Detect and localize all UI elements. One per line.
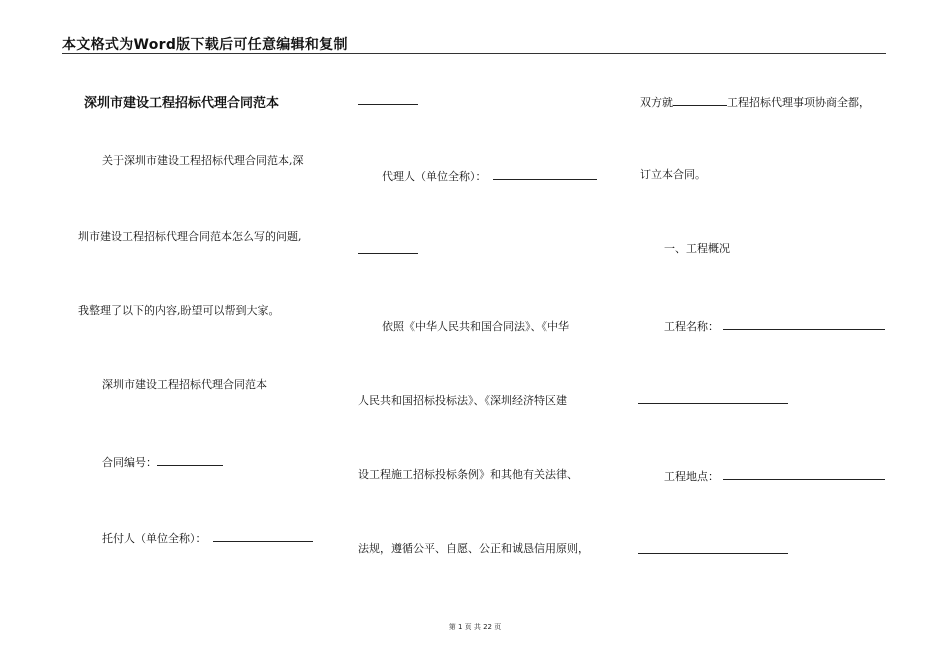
intro-line-1: 关于深圳市建设工程招标代理合同范本,深 — [102, 154, 304, 167]
parties-suffix: 工程招标代理事项协商全都， — [727, 96, 870, 109]
document-header: 本文格式为Word版下载后可任意编辑和复制 — [62, 37, 348, 53]
conclude-line: 订立本合同。 — [640, 168, 706, 181]
principal-field — [102, 530, 313, 546]
section-1-heading: 一、工程概况 — [664, 242, 730, 255]
agent-label: 代理人（单位全称）： — [382, 170, 487, 183]
intro-line-3: 我整理了以下的内容,盼望可以帮到大家。 — [78, 304, 280, 317]
project-name-label: 工程名称： — [664, 320, 719, 333]
project-location-field — [664, 468, 885, 484]
project-name-continuation-blank — [638, 403, 788, 404]
contract-number-blank — [157, 454, 223, 466]
contract-number-field — [102, 454, 223, 470]
page-number: 第 1 页 共 22 页 — [448, 623, 502, 631]
project-name-blank — [723, 318, 885, 330]
agent-continuation-blank — [358, 253, 418, 254]
project-name-field — [664, 318, 885, 334]
agent-blank — [493, 168, 597, 180]
project-location-continuation-blank — [638, 553, 788, 554]
principal-label: 托付人（单位全称）： — [102, 532, 207, 545]
document-title: 深圳市建设工程招标代理合同范本 — [84, 96, 280, 111]
parties-line — [640, 94, 870, 110]
principal-continuation-blank — [358, 104, 418, 105]
project-blank — [673, 94, 727, 106]
basis-line-3: 设工程施工招标投标条例》和其他有关法律、 — [358, 468, 578, 481]
basis-line-1: 依照《中华人民共和国合同法》、《中华 — [382, 320, 569, 333]
basis-line-2: 人民共和国招标投标法》、《深圳经济特区建 — [358, 394, 567, 407]
intro-line-2: 圳市建设工程招标代理合同范本怎么写的问题, — [78, 230, 302, 243]
contract-subtitle: 深圳市建设工程招标代理合同范本 — [102, 378, 267, 391]
header-divider — [62, 53, 886, 54]
project-location-blank — [723, 468, 885, 480]
project-location-label: 工程地点： — [664, 470, 719, 483]
principal-blank — [213, 530, 313, 542]
parties-prefix: 双方就 — [640, 96, 673, 109]
basis-line-4: 法规，遵循公平、自愿、公正和诚恳信用原则， — [358, 542, 589, 555]
agent-field — [382, 168, 597, 184]
contract-number-label: 合同编号： — [102, 456, 157, 469]
